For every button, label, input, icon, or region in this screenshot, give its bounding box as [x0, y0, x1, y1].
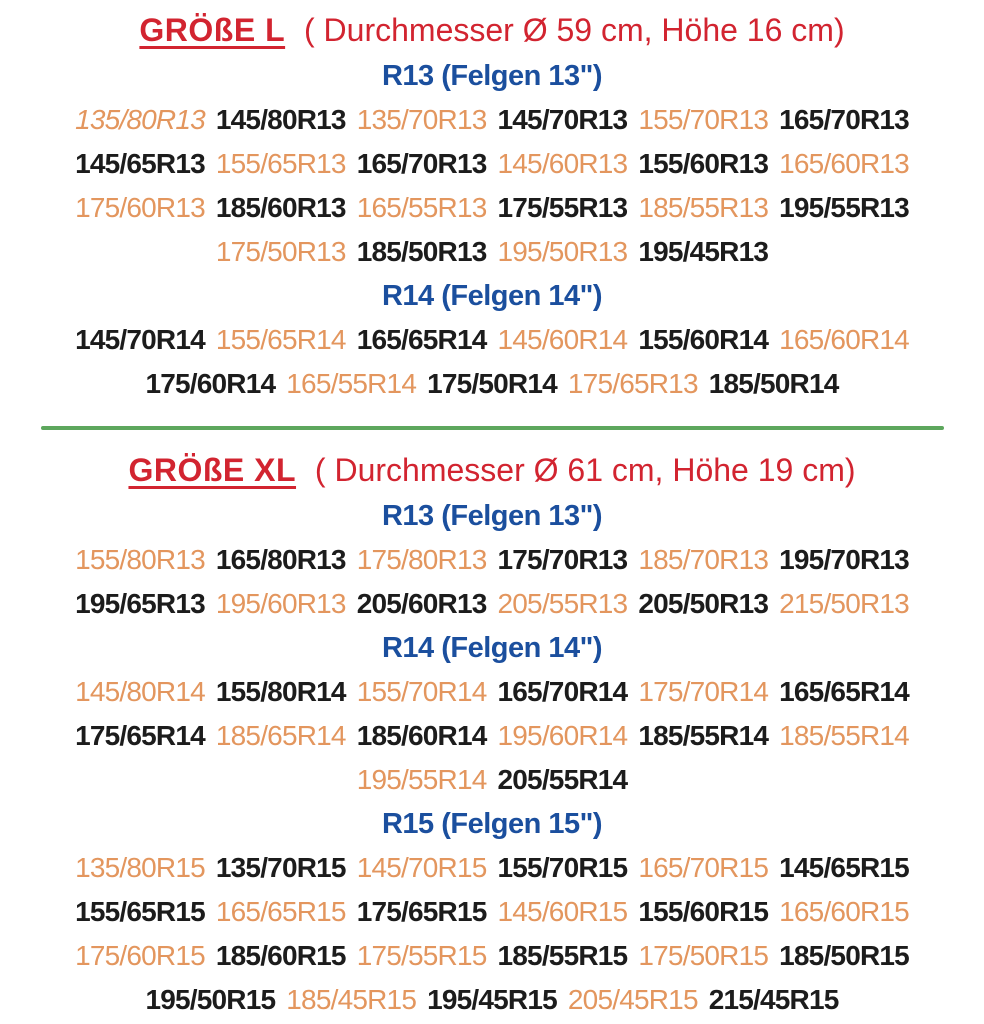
tire-size: 165/80R13 — [215, 544, 346, 575]
tire-size: 165/65R14 — [356, 324, 487, 355]
tire-size: 135/70R15 — [215, 852, 346, 883]
tire-size: 195/45R15 — [427, 984, 557, 1015]
tire-size: 205/50R13 — [638, 588, 769, 619]
tire-size: 155/80R13 — [75, 544, 205, 575]
tire-size: 195/50R13 — [497, 236, 628, 267]
tire-size: 165/60R14 — [779, 324, 909, 355]
tire-size: 155/65R14 — [215, 324, 346, 355]
tire-size-row — [0, 758, 984, 802]
tire-size: 185/60R15 — [215, 940, 346, 971]
tire-size: 195/60R13 — [215, 588, 346, 619]
tire-size: 175/60R14 — [145, 368, 276, 399]
tire-size: 185/70R13 — [638, 544, 769, 575]
tire-size: 205/60R13 — [356, 588, 487, 619]
tire-size: 165/65R14 — [779, 676, 909, 707]
tire-size: 185/50R13 — [356, 236, 487, 267]
rim-size-heading: R14 (Felgen 14") — [381, 280, 603, 312]
tire-size: 145/60R15 — [497, 896, 628, 927]
green-divider — [41, 426, 944, 430]
tire-size: 165/70R14 — [497, 676, 628, 707]
tire-size-row — [0, 186, 984, 230]
tire-size: 205/45R15 — [567, 984, 698, 1015]
tire-size-row — [0, 714, 984, 758]
tire-size: 175/50R13 — [215, 236, 346, 267]
rim-size-heading: R15 (Felgen 15") — [381, 808, 603, 840]
tire-size: 145/60R14 — [497, 324, 628, 355]
tire-size: 155/60R13 — [638, 148, 769, 179]
rim-size-heading: R14 (Felgen 14") — [381, 632, 603, 664]
tire-size: 175/50R14 — [427, 368, 557, 399]
tire-size: 185/50R15 — [779, 940, 909, 971]
tire-size: 165/60R13 — [779, 148, 909, 179]
tire-size: 155/70R13 — [638, 104, 769, 135]
section-body-size-l — [0, 54, 984, 406]
tire-size: 165/60R15 — [779, 896, 909, 927]
tire-size: 205/55R13 — [497, 588, 628, 619]
tire-size: 175/55R13 — [497, 192, 628, 223]
tire-size: 185/45R15 — [286, 984, 417, 1015]
tire-size: 155/60R15 — [638, 896, 769, 927]
tire-size: 185/55R14 — [779, 720, 909, 751]
tire-size: 185/65R14 — [215, 720, 346, 751]
tire-size: 195/65R13 — [75, 588, 205, 619]
tire-size: 145/80R14 — [75, 676, 205, 707]
tire-size-row — [0, 142, 984, 186]
tire-size: 175/65R13 — [567, 368, 698, 399]
size-xl-dimensions: ( Durchmesser Ø 61 cm, Höhe 19 cm) — [314, 452, 856, 488]
tire-size-row — [0, 978, 984, 1022]
tire-size-row — [0, 98, 984, 142]
tire-size: 135/80R15 — [75, 852, 205, 883]
tire-size: 155/80R14 — [215, 676, 346, 707]
tire-size: 175/50R15 — [638, 940, 769, 971]
tire-size: 155/60R14 — [638, 324, 769, 355]
tire-size: 185/50R14 — [708, 368, 839, 399]
tire-size: 195/45R13 — [638, 236, 769, 267]
rim-size-heading: R13 (Felgen 13") — [381, 60, 603, 92]
tire-size: 165/65R15 — [215, 896, 346, 927]
tire-size-row — [0, 934, 984, 978]
tire-size-row — [0, 230, 984, 274]
tire-size-row — [0, 846, 984, 890]
tire-size: 155/65R15 — [75, 896, 205, 927]
tire-size: 185/55R15 — [497, 940, 628, 971]
tire-size: 145/70R13 — [497, 104, 628, 135]
tire-size: 205/55R14 — [497, 764, 628, 795]
tire-size: 165/55R14 — [286, 368, 417, 399]
tire-size: 165/70R13 — [356, 148, 487, 179]
tire-size-row — [0, 890, 984, 934]
tire-size: 155/65R13 — [215, 148, 346, 179]
size-xl-label: GRÖßE XL — [128, 452, 297, 488]
tire-size: 145/80R13 — [215, 104, 346, 135]
tire-size-row — [0, 362, 984, 406]
tire-size: 195/60R14 — [497, 720, 628, 751]
tire-size: 175/55R15 — [356, 940, 487, 971]
tire-size: 175/70R13 — [497, 544, 628, 575]
tire-size-row — [0, 318, 984, 362]
tire-size: 155/70R15 — [497, 852, 628, 883]
tire-size: 145/65R15 — [779, 852, 909, 883]
tire-size: 195/50R15 — [145, 984, 276, 1015]
section-title-size-l — [0, 6, 984, 54]
tire-size: 175/80R13 — [356, 544, 487, 575]
tire-size: 175/65R14 — [75, 720, 205, 751]
tire-size: 185/55R13 — [638, 192, 769, 223]
tire-size: 185/60R13 — [215, 192, 346, 223]
tire-size: 145/70R14 — [75, 324, 205, 355]
tire-size: 165/70R15 — [638, 852, 769, 883]
tire-size-row — [0, 670, 984, 714]
size-l-label: GRÖßE L — [139, 12, 286, 48]
tire-size: 145/65R13 — [75, 148, 205, 179]
tire-size: 145/70R15 — [356, 852, 487, 883]
tire-size: 195/55R13 — [779, 192, 909, 223]
tire-size: 195/70R13 — [779, 544, 909, 575]
tire-size-row — [0, 582, 984, 626]
rim-size-heading: R13 (Felgen 13") — [381, 500, 603, 532]
section-body-size-xl — [0, 494, 984, 1022]
tire-size-row — [0, 538, 984, 582]
size-l-dimensions: ( Durchmesser Ø 59 cm, Höhe 16 cm) — [304, 12, 845, 48]
tire-size: 165/55R13 — [356, 192, 487, 223]
tire-size: 175/70R14 — [638, 676, 769, 707]
tire-size: 145/60R13 — [497, 148, 628, 179]
tire-size: 185/60R14 — [356, 720, 487, 751]
tire-size: 135/80R13 — [75, 104, 205, 135]
tire-size: 195/55R14 — [356, 764, 487, 795]
tire-size: 175/60R13 — [75, 192, 205, 223]
tire-size: 175/60R15 — [75, 940, 205, 971]
tire-size: 175/65R15 — [356, 896, 487, 927]
tire-size: 135/70R13 — [356, 104, 487, 135]
tire-size: 215/50R13 — [779, 588, 909, 619]
tire-size: 165/70R13 — [779, 104, 909, 135]
section-title-size-xl — [0, 446, 984, 494]
tire-size: 155/70R14 — [356, 676, 487, 707]
tire-size: 215/45R15 — [708, 984, 839, 1015]
tire-size: 185/55R14 — [638, 720, 769, 751]
